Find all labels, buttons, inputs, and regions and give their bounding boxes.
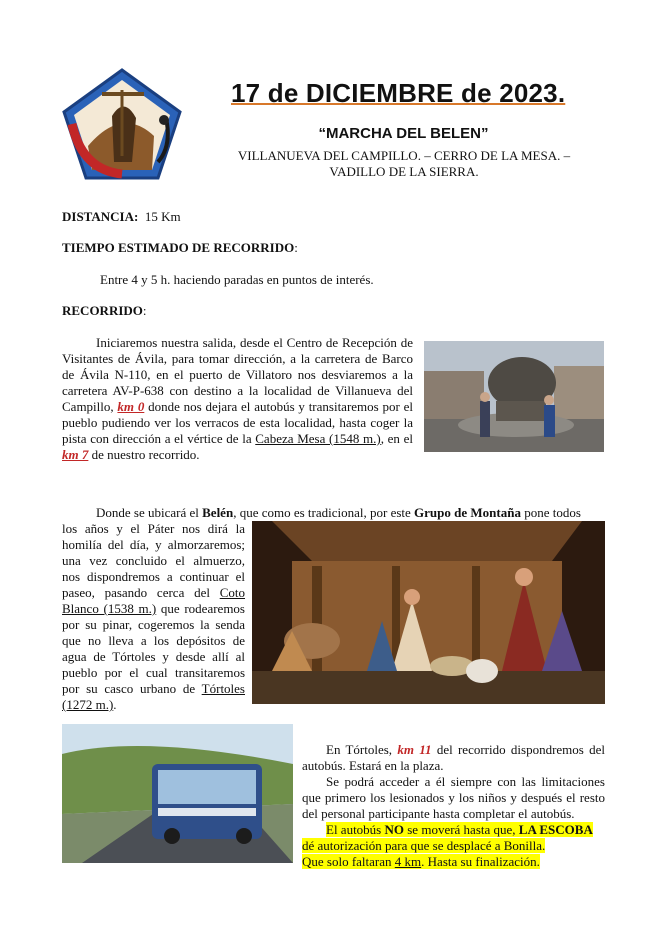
grupo-montana: Grupo de Montaña: [414, 505, 521, 520]
route-paragraph-6: Que solo faltaran 4 km. Hasta su finalización.: [302, 854, 540, 869]
event-date: 17 de DICIEMBRE de 2023.: [231, 78, 566, 108]
km-4: 4 km: [394, 854, 422, 869]
route-paragraph-2-first: Donde se ubicará el Belén, que como es tradicional, por este Grupo de Montaña pone todos: [96, 505, 581, 520]
distance-label: DISTANCIA: [62, 209, 134, 224]
la-escoba: LA ESCOBA: [518, 822, 593, 837]
route-paragraph-2: los años y el Páter nos dirá la homilía del día, y almorzaremos; una vez concluido el almuerzo, nos dispondremos a continuar el paseo, pasando cerca del Coto Blanco (1538 m.) que rodearemos por su pinar, cogeremos la senda que no lleva a los depósitos de agua de Tórtoles y desde allí al pueblo por el cual transitaremos por su casco urbano de Tórtoles (1272 m.).: [62, 521, 245, 712]
no-word: NO: [384, 822, 404, 837]
route-paragraph-1: Iniciaremos nuestra salida, desde el Centro de Recepción de Visitantes de Ávila, para tomar dirección, a la carretera de Barco de Ávila N-110, en el puerto de Villatoro nos desviaremos a la carretera AV-P-638 con destino a la localidad de Villanueva del Campillo, km 0 donde nos dejara el autobús y transitaremos por el pueblo pudiendo ver los verracos de esta localidad, hasta coger la pista con dirección a el vértice de la Cabeza Mesa (1548 m.), en el km 7 de nuestro recorrido.: [62, 335, 413, 462]
route-heading: RECORRIDO:: [62, 303, 147, 318]
bus-photo: [62, 724, 293, 863]
route-line-2: VADILLO DE LA SIERRA.: [329, 164, 479, 179]
coto-blanco: Coto Blanco (1538 m.): [62, 585, 245, 616]
route-paragraph-3: En Tórtoles, km 11 del recorrido dispondremos del autobús. Estará en la plaza.: [302, 742, 605, 773]
route-label: RECORRIDO: [62, 303, 143, 318]
tortoles-altitude: Tórtoles (1272 m.): [62, 681, 245, 712]
time-text: Entre 4 y 5 h. haciendo paradas en puntos de interés.: [100, 272, 374, 287]
event-title: “MARCHA DEL BELEN”: [318, 125, 489, 142]
club-logo: [58, 66, 186, 184]
nativity-photo: [252, 521, 605, 704]
distance-row: DISTANCIA: 15 Km: [62, 209, 181, 224]
time-heading: TIEMPO ESTIMADO DE RECORRIDO:: [62, 240, 298, 255]
route-paragraph-5: El autobús NO se moverá hasta que, LA ESCOBA dé autorización para que se desplacé a Bonilla.: [302, 822, 593, 853]
route-line-1: VILLANUEVA DEL CAMPILLO. – CERRO DE LA MESA. –: [237, 148, 571, 163]
km-11: km 11: [397, 742, 432, 757]
route-paragraph-4: Se podrá acceder a él siempre con las limitaciones que primero los lesionados y los niños y después el resto del personal participante hasta completar el autobús.: [302, 774, 605, 821]
km-0: km 0: [117, 399, 145, 414]
distance-value: 15 Km: [144, 209, 181, 224]
belen-word: Belén: [202, 505, 234, 520]
km-7: km 7: [62, 447, 89, 462]
event-route: [228, 148, 580, 180]
village-photo: [424, 341, 604, 452]
time-label: TIEMPO ESTIMADO DE RECORRIDO: [62, 240, 295, 255]
cabeza-mesa: Cabeza Mesa (1548 m.): [255, 431, 381, 446]
